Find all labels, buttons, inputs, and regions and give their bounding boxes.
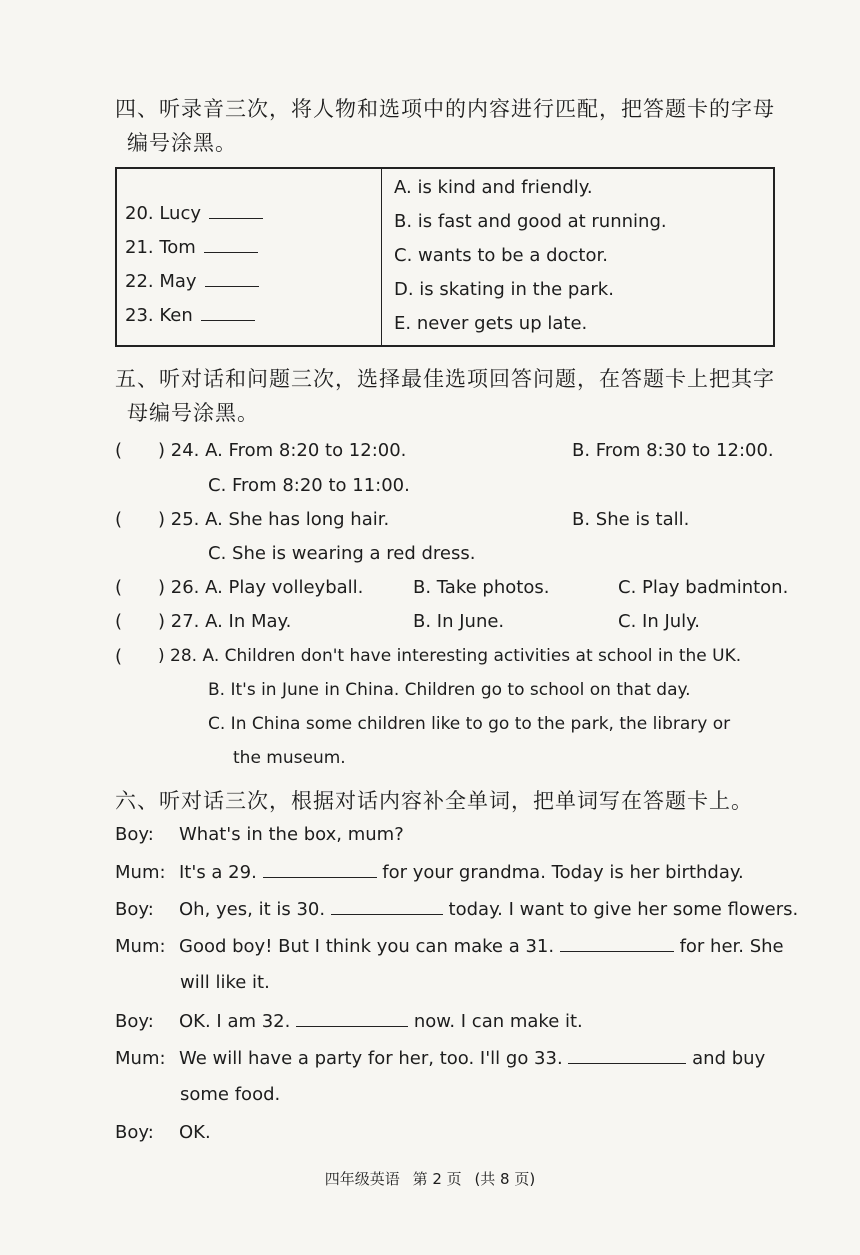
- fill-blank-33: [568, 1047, 686, 1064]
- question-28: ) 28. A. Children don't have interesting activities at school in the UK.: [158, 646, 742, 666]
- section-4-title: 四、听录音三次，将人物和选项中的内容进行匹配，把答题卡的字母 编号涂黑。: [115, 97, 775, 155]
- fill-blank-29: [263, 861, 377, 878]
- option-b: B. It's in June in China. Children go to school on that day.: [208, 680, 691, 700]
- speaker: Boy:: [115, 824, 154, 845]
- option-item: E. never gets up late.: [394, 313, 588, 334]
- footer-grade: 四年级英语: [324, 1170, 400, 1188]
- answer-paren: (: [115, 611, 123, 632]
- fill-blank-31: [560, 935, 674, 952]
- option-b: B. She is tall.: [572, 509, 690, 530]
- dialogue-line: Boy: OK. I am 32. now. I can make it.: [115, 1011, 583, 1032]
- speaker: Boy:: [115, 1122, 154, 1143]
- answer-blank: [201, 304, 255, 321]
- answer-paren: (: [115, 577, 123, 598]
- speaker: Mum:: [115, 1048, 166, 1069]
- option-b: B. From 8:30 to 12:00.: [572, 440, 774, 461]
- section-5-title: 五、听对话和问题三次，选择最佳选项回答问题，在答题卡上把其字 母编号涂黑。: [115, 367, 775, 425]
- option-c: C. She is wearing a red dress.: [208, 543, 476, 564]
- speaker: Mum:: [115, 862, 166, 883]
- answer-paren: (: [115, 440, 123, 461]
- person-item: 20. Lucy: [125, 202, 263, 224]
- option-c: C. In China some children like to go to the park, the library or: [208, 714, 731, 734]
- answer-blank: [209, 202, 263, 219]
- option-b: B. Take photos.: [413, 577, 550, 598]
- option-c-continued: the museum.: [233, 748, 346, 768]
- question-26: ) 26. A. Play volleyball.: [158, 577, 364, 598]
- speaker: Mum:: [115, 936, 166, 957]
- option-c: C. From 8:20 to 11:00.: [208, 475, 410, 496]
- option-item: C. wants to be a doctor.: [394, 245, 608, 266]
- dialogue-line: Boy: OK.: [115, 1122, 211, 1143]
- answer-blank: [205, 270, 259, 287]
- dialogue-line: Mum: We will have a party for her, too. I'll go 33. and buy: [115, 1048, 766, 1069]
- option-item: D. is skating in the park.: [394, 279, 614, 300]
- dialogue-continued: will like it.: [180, 972, 270, 993]
- footer-total: (共 8 页): [474, 1170, 536, 1188]
- matching-table: [115, 167, 775, 347]
- question-24: ) 24. A. From 8:20 to 12:00.: [158, 440, 407, 461]
- person-item: 22. May: [125, 270, 259, 292]
- dialogue-line: Mum: It's a 29. for your grandma. Today is her birthday.: [115, 862, 744, 883]
- footer-page: 第 2 页: [412, 1170, 462, 1188]
- option-item: A. is kind and friendly.: [394, 177, 593, 198]
- question-25: ) 25. A. She has long hair.: [158, 509, 390, 530]
- dialogue-line: Mum: Good boy! But I think you can make a 31. for her. She: [115, 936, 784, 957]
- person-item: 21. Tom: [125, 236, 258, 258]
- answer-paren: (: [115, 509, 123, 530]
- answer-blank: [204, 236, 258, 253]
- table-divider: [381, 169, 382, 345]
- dialogue-line: Boy: What's in the box, mum?: [115, 824, 404, 845]
- section-6-title: 六、听对话三次，根据对话内容补全单词，把单词写在答题卡上。: [115, 789, 753, 813]
- fill-blank-32: [296, 1010, 408, 1027]
- option-c: C. Play badminton.: [618, 577, 789, 598]
- speaker: Boy:: [115, 899, 154, 920]
- dialogue-continued: some food.: [180, 1084, 281, 1105]
- question-27: ) 27. A. In May.: [158, 611, 292, 632]
- fill-blank-30: [331, 898, 443, 915]
- page-footer: [0, 1168, 860, 1189]
- option-item: B. is fast and good at running.: [394, 211, 667, 232]
- speaker: Boy:: [115, 1011, 154, 1032]
- option-b: B. In June.: [413, 611, 505, 632]
- option-c: C. In July.: [618, 611, 700, 632]
- answer-paren: (: [115, 646, 123, 667]
- person-item: 23. Ken: [125, 304, 255, 326]
- dialogue-line: Boy: Oh, yes, it is 30. today. I want to give her some flowers.: [115, 899, 799, 920]
